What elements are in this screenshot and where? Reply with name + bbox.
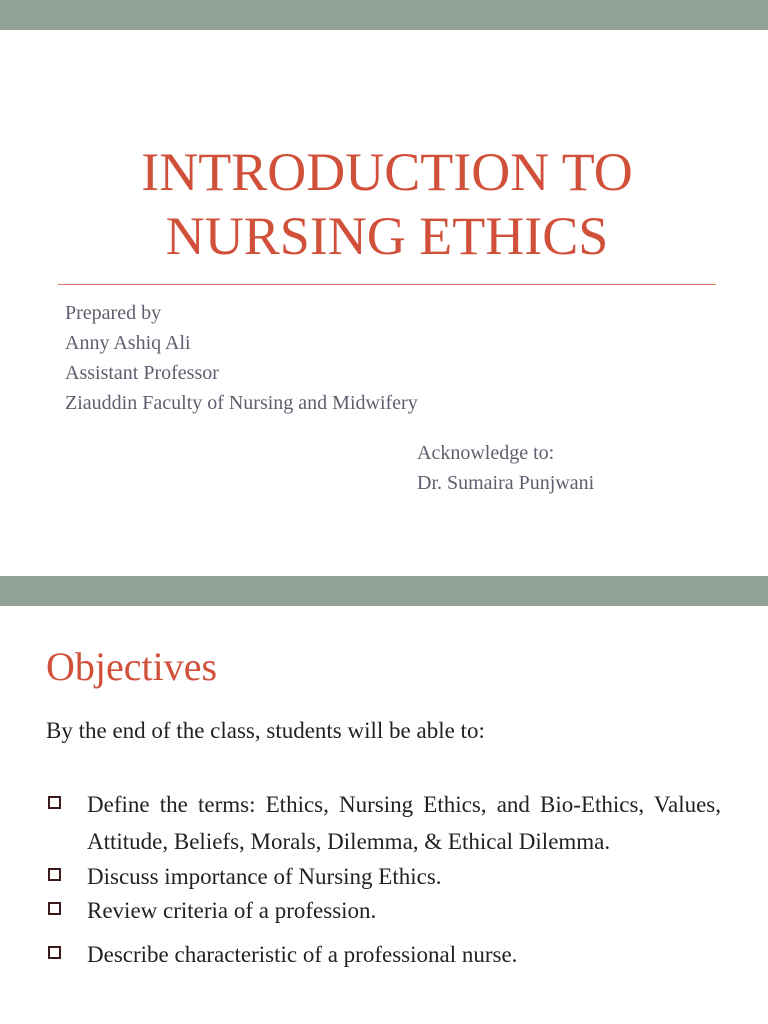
list-item [46, 894, 721, 928]
author-institution: Ziauddin Faculty of Nursing and Midwifery [65, 392, 418, 414]
list-item-text: Review criteria of a profession. [87, 898, 377, 923]
slide-title-line: INTRODUCTION TO [141, 142, 633, 202]
list-item [46, 860, 721, 894]
list-item [46, 938, 721, 972]
acknowledgement-block [417, 438, 594, 498]
square-bullet-icon [48, 946, 61, 959]
author-name: Anny Ashiq Ali [65, 332, 191, 354]
square-bullet-icon [48, 902, 61, 915]
prepared-by-label: Prepared by [65, 302, 162, 324]
square-bullet-icon [48, 796, 61, 809]
list-item-text: Describe characteristic of a professional nurse. [87, 942, 518, 967]
objectives-heading: Objectives [46, 644, 218, 689]
acknowledge-name: Dr. Sumaira Punjwani [417, 472, 595, 494]
objectives-slide [0, 606, 768, 1024]
title-divider [58, 284, 716, 285]
author-block [65, 298, 418, 418]
list-item-text: Discuss importance of Nursing Ethics. [87, 864, 442, 889]
list-item-text: Define the terms: Ethics, Nursing Ethics, and Bio-Ethics, Values, Attitude, Beliefs, Morals, Dilemma, & Ethical Dilemma. [87, 792, 721, 854]
slide-separator-band [0, 576, 768, 606]
acknowledge-label: Acknowledge to: [417, 442, 555, 464]
list-item [46, 786, 721, 860]
author-position: Assistant Professor [65, 362, 219, 384]
objectives-intro: By the end of the class, students will be able to: [46, 718, 485, 743]
square-bullet-icon [48, 868, 61, 881]
slide-title-line: NURSING ETHICS [165, 206, 609, 266]
top-accent-band [0, 0, 768, 30]
objectives-list [46, 786, 721, 972]
slide-title [60, 140, 714, 268]
